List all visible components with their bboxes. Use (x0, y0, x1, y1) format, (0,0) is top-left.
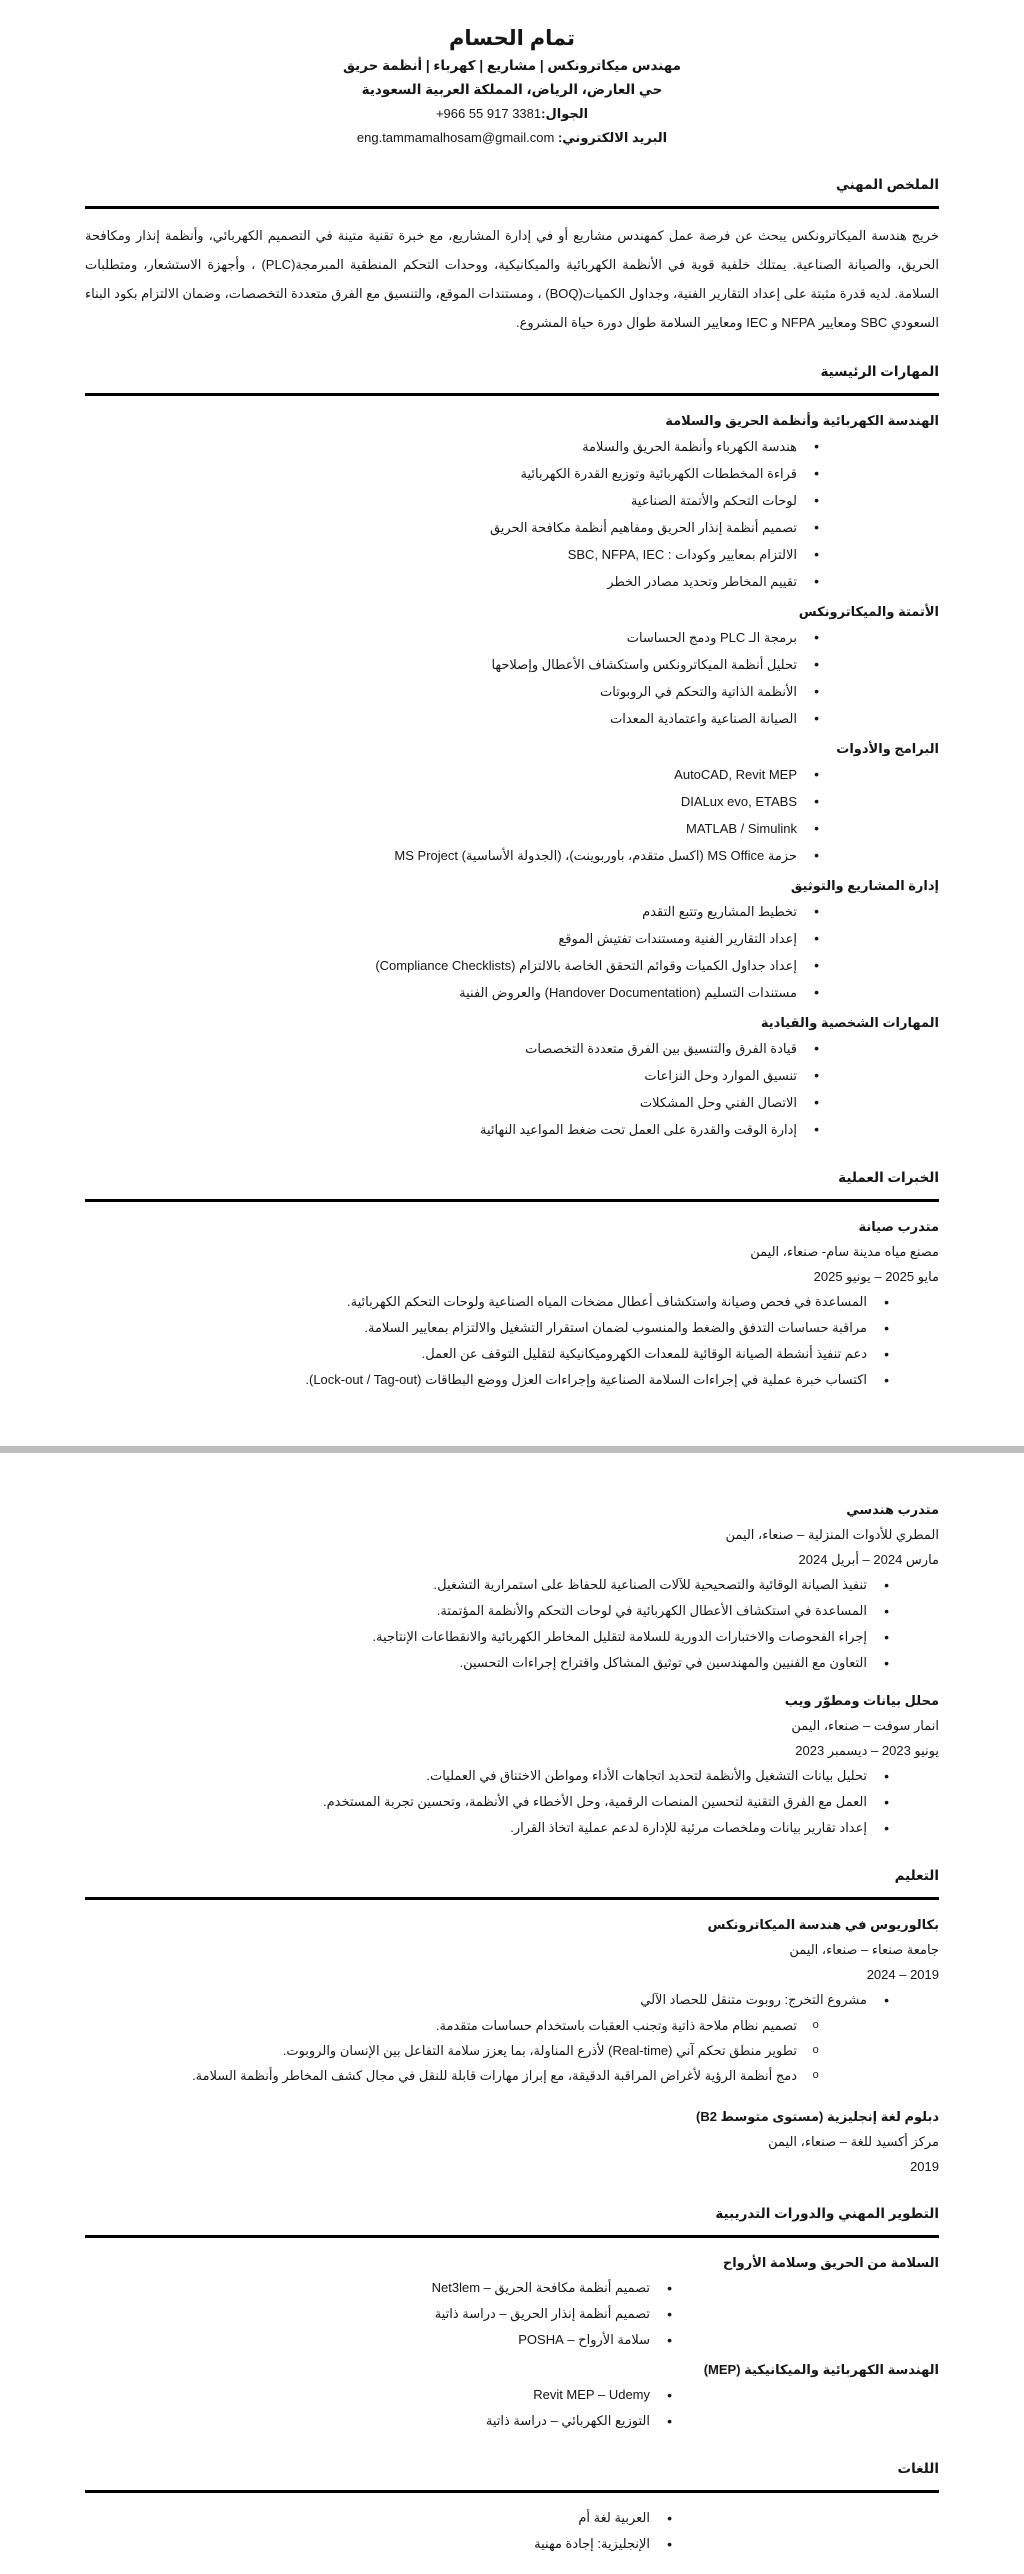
email-value: eng.tammamalhosam@gmail.com (356, 130, 555, 145)
course-list (85, 2275, 674, 2353)
skill-item: • تخطيط المشاريع وتتبع التقدم (85, 898, 821, 925)
skill-item: • AutoCAD, Revit MEP (85, 761, 821, 788)
section-rule (85, 1897, 939, 1900)
skill-item: • الصيانة الصناعية واعتمادية المعدات (85, 705, 821, 732)
skill-group-list (85, 624, 821, 732)
email-label: البريد الالكتروني: (557, 130, 668, 145)
skill-group-title: الهندسة الكهربائية وأنظمة الحريق والسلامة (665, 413, 939, 428)
skill-group-title: إدارة المشاريع والتوثيق (790, 878, 939, 893)
job-bullet: • التعاون مع الفنيين والمهندسين في توثيق المشاكل واقتراح إجراءات التحسين. (85, 1650, 891, 1676)
section-heading-skills: المهارات الرئيسية (820, 364, 939, 379)
resume-header (85, 0, 939, 150)
page-break-separator (0, 1446, 1024, 1453)
skill-group-list (85, 433, 821, 595)
job-entry (85, 1214, 939, 1393)
resume-page-2 (0, 1453, 1024, 2574)
degree-school: جامعة صنعاء – صنعاء، اليمن (789, 1942, 939, 1957)
degree-dates: 2019 (910, 2159, 939, 2174)
section-rule (85, 393, 939, 396)
section-development (85, 2205, 939, 2434)
section-experience (85, 1169, 939, 1393)
course-item: • التوزيع الكهربائي – دراسة ذاتية (85, 2408, 674, 2434)
skill-item: • تنسيق الموارد وحل النزاعات (85, 1062, 821, 1089)
skill-item: • برمجة الـ PLC ودمج الحساسات (85, 624, 821, 651)
job-entry (85, 1497, 939, 1676)
candidate-name: تمام الحسام (449, 27, 575, 50)
course-group-title: الهندسة الكهربائية والميكانيكية (MEP) (703, 2362, 939, 2377)
section-rule (85, 2235, 939, 2238)
skill-item: • إدارة الوقت والقدرة على العمل تحت ضغط المواعيد النهائية (85, 1116, 821, 1143)
job-bullet: • العمل مع الفرق التقنية لتحسين المنصات الرقمية، وحل الأخطاء في الأنظمة، وتحسين تجربة المستخدم. (85, 1789, 891, 1815)
skill-item: • قيادة الفرق والتنسيق بين الفرق متعددة التخصصات (85, 1035, 821, 1062)
skill-item: • تقييم المخاطر وتحديد مصادر الخطر (85, 568, 821, 595)
section-heading-experience: الخبرات العملية (838, 1170, 939, 1185)
job-bullet: • دعم تنفيذ أنشطة الصيانة الوقائية للمعدات الكهروميكانيكية لتقليل التوقف عن العمل. (85, 1341, 891, 1367)
job-entry (85, 1688, 939, 1841)
job-company: مصنع مياه مدينة سام- صنعاء، اليمن (750, 1244, 939, 1259)
job-title: متدرب هندسي (846, 1502, 939, 1517)
job-title: محلل بيانات ومطوّر ويب (784, 1693, 939, 1708)
skill-group-title: المهارات الشخصية والقيادية (760, 1015, 939, 1030)
skill-item: • قراءة المخططات الكهربائية وتوزيع القدرة الكهربائية (85, 460, 821, 487)
section-rule (85, 1199, 939, 1202)
course-item: • Revit MEP – Udemy (85, 2382, 674, 2408)
skill-group-title: الأتمتة والميكاترونكس (798, 604, 939, 619)
course-item: • تصميم أنظمة إنذار الحريق – دراسة ذاتية (85, 2301, 674, 2327)
job-bullet: • اكتساب خبرة عملية في إجراءات السلامة الصناعية وإجراءات العزل ووضع البطاقات (Lock-out / Tag-out). (85, 1367, 891, 1393)
email-line (85, 126, 939, 150)
summary-paragraph: خريج هندسة الميكاترونكس يبحث عن فرصة عمل كمهندس مشاريع أو في إدارة المشاريع، مع خبرة تقنية متينة في التصميم الكهربائي، وأنظمة إنذار ومكافحة الحريق، والصيانة الصناعية. يمتلك خلفية قوية في الأنظمة الكهربائية والميكانيكية، ووحدات التحكم المنطقية المبرمجة(PLC) ، وأجهزة الاستشعار، ومتطلبات السلامة. لديه قدرة مثبتة على إعداد التقارير الفنية، وجداول الكميات(BOQ) ، ومستندات الموقع، والتنسيق مع الفرق متعددة التخصصات، وضمان الالتزام بكود البناء السعودي SBC ومعايير NFPA و IEC ومعايير السلامة طوال دورة حياة المشروع. (85, 228, 940, 330)
course-list (85, 2382, 674, 2434)
job-bullet: • المساعدة في استكشاف الأعطال الكهربائية في لوحات التحكم والأنظمة المؤتمتة. (85, 1598, 891, 1624)
candidate-title: مهندس ميكاترونكس | مشاريع | كهرباء | أنظمة حريق (342, 58, 682, 73)
skill-item: • تصميم أنظمة إنذار الحريق ومفاهيم أنظمة مكافحة الحريق (85, 514, 821, 541)
candidate-address: حي العارض، الرياض، المملكة العربية السعودية (361, 82, 663, 97)
job-bullet-list (85, 1289, 891, 1393)
job-dates: مايو 2025 – يونيو 2025 (813, 1269, 939, 1284)
section-heading-development: التطوير المهني والدورات التدريبية (715, 2206, 939, 2221)
job-bullet: • مراقبة حساسات التدفق والضغط والمنسوب لضمان استقرار التشغيل والالتزام بمعايير السلامة. (85, 1315, 891, 1341)
section-skills (85, 363, 939, 1143)
education-entry (85, 2104, 939, 2179)
degree-dates: 2019 – 2024 (866, 1967, 939, 1982)
skill-item: • لوحات التحكم والأتمتة الصناعية (85, 487, 821, 514)
degree-sub-bullet: o تطوير منطق تحكم آني (Real-time) لأذرع المناولة، بما يعزز سلامة التفاعل بين الإنسان والروبوت. (85, 2038, 821, 2063)
job-company: انمار سوفت – صنعاء، اليمن (791, 1718, 939, 1733)
job-title: متدرب صيانة (858, 1219, 939, 1234)
job-company: المطري للأدوات المنزلية – صنعاء، اليمن (725, 1527, 939, 1542)
job-bullet: • المساعدة في فحص وصيانة واستكشاف أعطال مضخات المياه الصناعية ولوحات التحكم الكهربائية. (85, 1289, 891, 1315)
job-bullet: • تنفيذ الصيانة الوقائية والتصحيحية للآلات الصناعية للحفاظ على استمرارية التشغيل. (85, 1572, 891, 1598)
section-rule (85, 206, 939, 209)
degree-bullet: • مشروع التخرج: روبوت متنقل للحصاد الآلي (85, 1987, 891, 2013)
section-rule (85, 2490, 939, 2493)
course-item: • سلامة الأرواح – POSHA (85, 2327, 674, 2353)
skill-group-list (85, 1035, 821, 1143)
job-dates: مارس 2024 – أبريل 2024 (798, 1552, 939, 1567)
degree-school: مركز أكسيد للغة – صنعاء، اليمن (768, 2134, 939, 2149)
skill-item: • إعداد جداول الكميات وقوائم التحقق الخاصة بالالتزام (Compliance Checklists) (85, 952, 821, 979)
skill-item: • حزمة MS Office (اكسل متقدم، باوربوينت)، (الجدولة الأساسية) MS Project (85, 842, 821, 869)
section-languages (85, 2460, 939, 2557)
degree-sub-bullet: o دمج أنظمة الرؤية لأغراض المراقبة الدقيقة، مع إبراز مهارات قابلة للنقل في مجال كشف المخاطر وأنظمة السلامة. (85, 2063, 821, 2088)
language-list (85, 2505, 674, 2557)
degree-bullet-list (85, 1987, 891, 2013)
phone-line (85, 102, 939, 126)
degree-title: دبلوم لغة إنجليزية (مستوى متوسط B2) (695, 2109, 939, 2124)
job-bullet: • تحليل بيانات التشغيل والأنظمة لتحديد اتجاهات الأداء ومواطن الاختناق في العمليات. (85, 1763, 891, 1789)
skill-group-list (85, 761, 821, 869)
section-heading-education: التعليم (894, 1868, 939, 1883)
skill-item: • DIALux evo, ETABS (85, 788, 821, 815)
skill-item: • MATLAB / Simulink (85, 815, 821, 842)
phone-label: الجوال: (541, 106, 589, 121)
job-bullet-list (85, 1572, 891, 1676)
skill-group-list (85, 898, 821, 1006)
job-bullet-list (85, 1763, 891, 1841)
section-education (85, 1867, 939, 2179)
section-heading-summary: الملخص المهني (836, 177, 939, 192)
skill-item: • إعداد التقارير الفنية ومستندات تفتيش الموقع (85, 925, 821, 952)
course-group-title: السلامة من الحريق وسلامة الأرواح (722, 2255, 939, 2270)
skill-item: • الأنظمة الذاتية والتحكم في الروبوتات (85, 678, 821, 705)
section-summary (85, 176, 939, 337)
skill-item: • مستندات التسليم (Handover Documentation) والعروض الفنية (85, 979, 821, 1006)
skill-group-title: البرامج والأدوات (836, 741, 939, 756)
degree-sub-bullet: o تصميم نظام ملاحة ذاتية وتجنب العقبات باستخدام حساسات متقدمة. (85, 2013, 821, 2038)
phone-number: +966 55 917 3381 (435, 106, 542, 121)
skill-item: • هندسة الكهرباء وأنظمة الحريق والسلامة (85, 433, 821, 460)
section-heading-languages: اللغات (897, 2461, 939, 2476)
skill-item: • الالتزام بمعايير وكودات : SBC, NFPA, IEC (85, 541, 821, 568)
language-item: • العربية لغة أم (85, 2505, 674, 2531)
job-dates: يونيو 2023 – ديسمبر 2023 (795, 1743, 939, 1758)
skill-item: • الاتصال الفني وحل المشكلات (85, 1089, 821, 1116)
course-item: • تصميم أنظمة مكافحة الحريق – Net3lem (85, 2275, 674, 2301)
skill-item: • تحليل أنظمة الميكاترونكس واستكشاف الأعطال وإصلاحها (85, 651, 821, 678)
degree-sub-bullet-list (85, 2013, 821, 2088)
degree-title: بكالوريوس في هندسة الميكاترونكس (707, 1917, 939, 1932)
job-bullet: • إعداد تقارير بيانات وملخصات مرئية للإدارة لدعم عملية اتخاذ القرار. (85, 1815, 891, 1841)
job-bullet: • إجراء الفحوصات والاختبارات الدورية للسلامة لتقليل المخاطر الكهربائية والانقطاعات الإنتاجية. (85, 1624, 891, 1650)
language-item: • الإنجليزية: إجادة مهنية (85, 2531, 674, 2557)
education-entry (85, 1912, 939, 2088)
